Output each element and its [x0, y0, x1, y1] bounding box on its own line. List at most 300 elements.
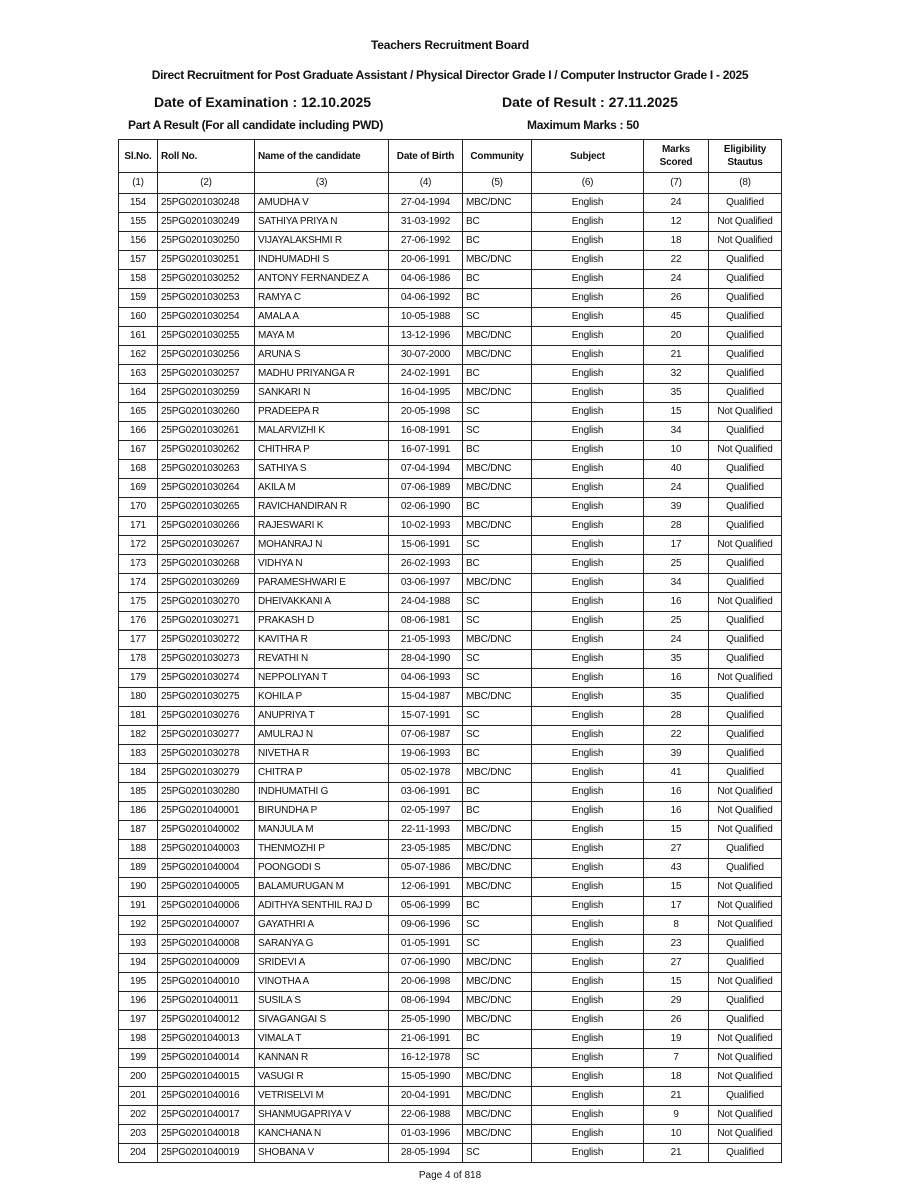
cell-marks-scored: 10: [644, 1125, 709, 1144]
cell-eligibility-status: Not Qualified: [709, 213, 782, 232]
column-header-candidate-name: [255, 140, 389, 173]
cell-candidate-name: ANUPRIYA T: [255, 707, 389, 726]
cell-marks-scored: 27: [644, 840, 709, 859]
column-header-text: Community: [470, 150, 524, 162]
cell-community: MBC/DNC: [463, 859, 532, 878]
cell-eligibility-status: Qualified: [709, 726, 782, 745]
cell-sl-no: 202: [119, 1106, 158, 1125]
cell-eligibility-status: Not Qualified: [709, 783, 782, 802]
cell-community: MBC/DNC: [463, 574, 532, 593]
cell-marks-scored: 32: [644, 365, 709, 384]
cell-roll-no: 25PG0201030260: [158, 403, 255, 422]
column-header-text: Roll No.: [161, 150, 198, 162]
cell-roll-no: 25PG0201040002: [158, 821, 255, 840]
cell-roll-no: 25PG0201030266: [158, 517, 255, 536]
cell-eligibility-status: Not Qualified: [709, 878, 782, 897]
cell-eligibility-status: Qualified: [709, 365, 782, 384]
table-row: [119, 251, 782, 270]
maximum-marks: Maximum Marks : 50: [527, 118, 639, 132]
cell-community: SC: [463, 916, 532, 935]
cell-sl-no: 165: [119, 403, 158, 422]
cell-roll-no: 25PG0201030252: [158, 270, 255, 289]
table-row: [119, 935, 782, 954]
table-row: [119, 498, 782, 517]
cell-marks-scored: 23: [644, 935, 709, 954]
cell-marks-scored: 10: [644, 441, 709, 460]
cell-candidate-name: VIMALA T: [255, 1030, 389, 1049]
cell-date-of-birth: 15-05-1990: [389, 1068, 463, 1087]
cell-candidate-name: SHANMUGAPRIYA V: [255, 1106, 389, 1125]
cell-sl-no: 204: [119, 1144, 158, 1163]
column-header-eligibility-status: [709, 140, 782, 173]
cell-sl-no: 185: [119, 783, 158, 802]
cell-candidate-name: AMALA A: [255, 308, 389, 327]
table-row: [119, 992, 782, 1011]
table-row: [119, 460, 782, 479]
table-row: [119, 1030, 782, 1049]
cell-roll-no: 25PG0201030279: [158, 764, 255, 783]
cell-community: BC: [463, 213, 532, 232]
table-row: [119, 878, 782, 897]
cell-roll-no: 25PG0201030267: [158, 536, 255, 555]
cell-eligibility-status: Qualified: [709, 1011, 782, 1030]
cell-date-of-birth: 26-02-1993: [389, 555, 463, 574]
table-row: [119, 688, 782, 707]
cell-date-of-birth: 04-06-1993: [389, 669, 463, 688]
table-row: [119, 1068, 782, 1087]
cell-subject: English: [532, 346, 644, 365]
cell-candidate-name: PARAMESHWARI E: [255, 574, 389, 593]
cell-sl-no: 193: [119, 935, 158, 954]
cell-candidate-name: DHEIVAKKANI A: [255, 593, 389, 612]
table-row: [119, 1106, 782, 1125]
cell-subject: English: [532, 270, 644, 289]
cell-roll-no: 25PG0201030265: [158, 498, 255, 517]
cell-candidate-name: MANJULA M: [255, 821, 389, 840]
cell-date-of-birth: 22-06-1988: [389, 1106, 463, 1125]
cell-date-of-birth: 07-06-1989: [389, 479, 463, 498]
recruitment-title: Direct Recruitment for Post Graduate Assistant / Physical Director Grade I / Computer Instructor Grade I - 2025: [151, 68, 749, 82]
cell-date-of-birth: 08-06-1981: [389, 612, 463, 631]
cell-roll-no: 25PG0201030251: [158, 251, 255, 270]
cell-subject: English: [532, 327, 644, 346]
cell-subject: English: [532, 802, 644, 821]
cell-eligibility-status: Qualified: [709, 1087, 782, 1106]
cell-roll-no: 25PG0201040006: [158, 897, 255, 916]
cell-candidate-name: KOHILA P: [255, 688, 389, 707]
cell-date-of-birth: 20-06-1991: [389, 251, 463, 270]
cell-roll-no: 25PG0201040004: [158, 859, 255, 878]
table-row: [119, 783, 782, 802]
table-row: [119, 840, 782, 859]
cell-subject: English: [532, 403, 644, 422]
cell-subject: English: [532, 897, 644, 916]
cell-roll-no: 25PG0201040015: [158, 1068, 255, 1087]
cell-candidate-name: ANTONY FERNANDEZ A: [255, 270, 389, 289]
cell-eligibility-status: Not Qualified: [709, 916, 782, 935]
table-row: [119, 593, 782, 612]
cell-sl-no: 158: [119, 270, 158, 289]
cell-community: MBC/DNC: [463, 631, 532, 650]
cell-eligibility-status: Qualified: [709, 308, 782, 327]
cell-date-of-birth: 27-06-1992: [389, 232, 463, 251]
cell-subject: English: [532, 916, 644, 935]
cell-sl-no: 177: [119, 631, 158, 650]
cell-sl-no: 168: [119, 460, 158, 479]
cell-marks-scored: 16: [644, 669, 709, 688]
cell-sl-no: 170: [119, 498, 158, 517]
column-header-date-of-birth: [389, 140, 463, 173]
cell-eligibility-status: Qualified: [709, 954, 782, 973]
table-row: [119, 574, 782, 593]
cell-sl-no: 167: [119, 441, 158, 460]
cell-candidate-name: VASUGI R: [255, 1068, 389, 1087]
cell-date-of-birth: 25-05-1990: [389, 1011, 463, 1030]
cell-candidate-name: VIJAYALAKSHMI R: [255, 232, 389, 251]
column-header-text: Subject: [570, 150, 605, 162]
cell-community: BC: [463, 365, 532, 384]
cell-date-of-birth: 07-06-1987: [389, 726, 463, 745]
cell-eligibility-status: Qualified: [709, 479, 782, 498]
examination-date: Date of Examination : 12.10.2025: [154, 94, 372, 110]
cell-roll-no: 25PG0201040018: [158, 1125, 255, 1144]
cell-candidate-name: NEPPOLIYAN T: [255, 669, 389, 688]
cell-subject: English: [532, 365, 644, 384]
cell-marks-scored: 25: [644, 612, 709, 631]
cell-eligibility-status: Not Qualified: [709, 1068, 782, 1087]
cell-eligibility-status: Qualified: [709, 346, 782, 365]
cell-subject: English: [532, 726, 644, 745]
cell-candidate-name: AMUDHA V: [255, 194, 389, 213]
cell-candidate-name: POONGODI S: [255, 859, 389, 878]
cell-subject: English: [532, 1125, 644, 1144]
cell-sl-no: 189: [119, 859, 158, 878]
cell-community: BC: [463, 555, 532, 574]
column-header-text: Scored: [659, 157, 693, 168]
cell-date-of-birth: 01-03-1996: [389, 1125, 463, 1144]
cell-candidate-name: RAMYA C: [255, 289, 389, 308]
cell-marks-scored: 17: [644, 897, 709, 916]
cell-candidate-name: ARUNA S: [255, 346, 389, 365]
table-row: [119, 631, 782, 650]
cell-date-of-birth: 21-05-1993: [389, 631, 463, 650]
cell-marks-scored: 21: [644, 1144, 709, 1163]
cell-roll-no: 25PG0201040009: [158, 954, 255, 973]
cell-date-of-birth: 07-04-1994: [389, 460, 463, 479]
cell-subject: English: [532, 669, 644, 688]
cell-marks-scored: 43: [644, 859, 709, 878]
cell-candidate-name: RAJESWARI K: [255, 517, 389, 536]
cell-marks-scored: 22: [644, 251, 709, 270]
table-row: [119, 1125, 782, 1144]
cell-subject: English: [532, 441, 644, 460]
cell-community: SC: [463, 650, 532, 669]
column-header-text: Sl.No.: [124, 150, 152, 162]
cell-date-of-birth: 24-02-1991: [389, 365, 463, 384]
cell-marks-scored: 17: [644, 536, 709, 555]
table-row: [119, 327, 782, 346]
cell-candidate-name: ADITHYA SENTHIL RAJ D: [255, 897, 389, 916]
cell-marks-scored: 34: [644, 574, 709, 593]
cell-community: MBC/DNC: [463, 688, 532, 707]
cell-date-of-birth: 12-06-1991: [389, 878, 463, 897]
cell-sl-no: 176: [119, 612, 158, 631]
column-header-text: Eligibility: [723, 144, 767, 155]
cell-sl-no: 155: [119, 213, 158, 232]
cell-candidate-name: SHOBANA V: [255, 1144, 389, 1163]
cell-candidate-name: AKILA M: [255, 479, 389, 498]
cell-roll-no: 25PG0201040013: [158, 1030, 255, 1049]
cell-sl-no: 161: [119, 327, 158, 346]
cell-marks-scored: 21: [644, 346, 709, 365]
cell-candidate-name: KANNAN R: [255, 1049, 389, 1068]
cell-sl-no: 181: [119, 707, 158, 726]
cell-roll-no: 25PG0201030259: [158, 384, 255, 403]
cell-candidate-name: MAYA M: [255, 327, 389, 346]
cell-marks-scored: 22: [644, 726, 709, 745]
cell-roll-no: 25PG0201040007: [158, 916, 255, 935]
cell-sl-no: 203: [119, 1125, 158, 1144]
cell-date-of-birth: 15-07-1991: [389, 707, 463, 726]
cell-sl-no: 162: [119, 346, 158, 365]
table-row: [119, 821, 782, 840]
cell-subject: English: [532, 289, 644, 308]
cell-candidate-name: CHITHRA P: [255, 441, 389, 460]
table-row: [119, 479, 782, 498]
cell-date-of-birth: 27-04-1994: [389, 194, 463, 213]
cell-candidate-name: RAVICHANDIRAN R: [255, 498, 389, 517]
cell-marks-scored: 16: [644, 783, 709, 802]
cell-sl-no: 188: [119, 840, 158, 859]
cell-subject: English: [532, 574, 644, 593]
cell-marks-scored: 28: [644, 517, 709, 536]
cell-date-of-birth: 02-06-1990: [389, 498, 463, 517]
cell-eligibility-status: Qualified: [709, 555, 782, 574]
cell-subject: English: [532, 1011, 644, 1030]
cell-marks-scored: 21: [644, 1087, 709, 1106]
cell-marks-scored: 24: [644, 194, 709, 213]
cell-sl-no: 159: [119, 289, 158, 308]
cell-candidate-name: SUSILA S: [255, 992, 389, 1011]
cell-marks-scored: 34: [644, 422, 709, 441]
cell-marks-scored: 27: [644, 954, 709, 973]
cell-subject: English: [532, 840, 644, 859]
cell-community: BC: [463, 270, 532, 289]
cell-marks-scored: 20: [644, 327, 709, 346]
cell-roll-no: 25PG0201040012: [158, 1011, 255, 1030]
cell-date-of-birth: 16-12-1978: [389, 1049, 463, 1068]
cell-roll-no: 25PG0201040003: [158, 840, 255, 859]
cell-sl-no: 180: [119, 688, 158, 707]
cell-roll-no: 25PG0201030268: [158, 555, 255, 574]
cell-sl-no: 186: [119, 802, 158, 821]
cell-date-of-birth: 15-04-1987: [389, 688, 463, 707]
cell-marks-scored: 39: [644, 745, 709, 764]
cell-marks-scored: 15: [644, 973, 709, 992]
cell-date-of-birth: 16-08-1991: [389, 422, 463, 441]
cell-marks-scored: 8: [644, 916, 709, 935]
cell-eligibility-status: Not Qualified: [709, 1030, 782, 1049]
cell-eligibility-status: Qualified: [709, 631, 782, 650]
cell-date-of-birth: 04-06-1986: [389, 270, 463, 289]
cell-subject: English: [532, 612, 644, 631]
cell-roll-no: 25PG0201040011: [158, 992, 255, 1011]
column-number-eligibility-status: (8): [709, 173, 782, 194]
cell-date-of-birth: 16-04-1995: [389, 384, 463, 403]
cell-candidate-name: KANCHANA N: [255, 1125, 389, 1144]
cell-community: BC: [463, 783, 532, 802]
cell-eligibility-status: Qualified: [709, 327, 782, 346]
cell-sl-no: 191: [119, 897, 158, 916]
cell-subject: English: [532, 954, 644, 973]
cell-marks-scored: 35: [644, 384, 709, 403]
cell-community: SC: [463, 403, 532, 422]
column-number-subject: (6): [532, 173, 644, 194]
cell-community: MBC/DNC: [463, 1011, 532, 1030]
cell-marks-scored: 24: [644, 631, 709, 650]
cell-candidate-name: MOHANRAJ N: [255, 536, 389, 555]
table-row: [119, 726, 782, 745]
cell-eligibility-status: Qualified: [709, 498, 782, 517]
cell-community: SC: [463, 707, 532, 726]
cell-eligibility-status: Not Qualified: [709, 232, 782, 251]
table-row: [119, 536, 782, 555]
cell-sl-no: 190: [119, 878, 158, 897]
cell-marks-scored: 7: [644, 1049, 709, 1068]
cell-candidate-name: NIVETHA R: [255, 745, 389, 764]
column-header-community: [463, 140, 532, 173]
cell-marks-scored: 35: [644, 650, 709, 669]
cell-roll-no: 25PG0201030275: [158, 688, 255, 707]
cell-date-of-birth: 21-06-1991: [389, 1030, 463, 1049]
cell-date-of-birth: 30-07-2000: [389, 346, 463, 365]
cell-eligibility-status: Not Qualified: [709, 1106, 782, 1125]
cell-date-of-birth: 15-06-1991: [389, 536, 463, 555]
cell-community: BC: [463, 897, 532, 916]
cell-candidate-name: THENMOZHI P: [255, 840, 389, 859]
cell-subject: English: [532, 859, 644, 878]
table-row: [119, 289, 782, 308]
table-row: [119, 308, 782, 327]
cell-date-of-birth: 05-07-1986: [389, 859, 463, 878]
cell-eligibility-status: Qualified: [709, 745, 782, 764]
cell-date-of-birth: 31-03-1992: [389, 213, 463, 232]
cell-sl-no: 175: [119, 593, 158, 612]
cell-marks-scored: 24: [644, 270, 709, 289]
cell-roll-no: 25PG0201030264: [158, 479, 255, 498]
cell-roll-no: 25PG0201030262: [158, 441, 255, 460]
cell-roll-no: 25PG0201030269: [158, 574, 255, 593]
table-row: [119, 916, 782, 935]
cell-community: SC: [463, 308, 532, 327]
cell-sl-no: 172: [119, 536, 158, 555]
column-number-candidate-name: (3): [255, 173, 389, 194]
cell-date-of-birth: 02-05-1997: [389, 802, 463, 821]
cell-candidate-name: PRADEEPA R: [255, 403, 389, 422]
column-header-row: [119, 140, 782, 173]
cell-marks-scored: 41: [644, 764, 709, 783]
cell-sl-no: 178: [119, 650, 158, 669]
cell-eligibility-status: Qualified: [709, 688, 782, 707]
column-header-subject: [532, 140, 644, 173]
cell-subject: English: [532, 536, 644, 555]
cell-roll-no: 25PG0201030280: [158, 783, 255, 802]
cell-subject: English: [532, 783, 644, 802]
cell-subject: English: [532, 460, 644, 479]
cell-date-of-birth: 09-06-1996: [389, 916, 463, 935]
cell-community: MBC/DNC: [463, 1087, 532, 1106]
cell-community: MBC/DNC: [463, 194, 532, 213]
cell-sl-no: 199: [119, 1049, 158, 1068]
cell-community: MBC/DNC: [463, 840, 532, 859]
cell-sl-no: 173: [119, 555, 158, 574]
cell-roll-no: 25PG0201030263: [158, 460, 255, 479]
cell-community: SC: [463, 593, 532, 612]
cell-community: BC: [463, 745, 532, 764]
cell-subject: English: [532, 973, 644, 992]
cell-marks-scored: 15: [644, 878, 709, 897]
column-header-text: Date of Birth: [396, 150, 455, 162]
cell-eligibility-status: Qualified: [709, 251, 782, 270]
cell-candidate-name: VIDHYA N: [255, 555, 389, 574]
result-date: Date of Result : 27.11.2025: [502, 94, 678, 110]
cell-subject: English: [532, 422, 644, 441]
cell-community: MBC/DNC: [463, 1125, 532, 1144]
cell-candidate-name: SANKARI N: [255, 384, 389, 403]
cell-roll-no: 25PG0201030276: [158, 707, 255, 726]
cell-marks-scored: 9: [644, 1106, 709, 1125]
cell-eligibility-status: Not Qualified: [709, 441, 782, 460]
cell-sl-no: 174: [119, 574, 158, 593]
table-row: [119, 859, 782, 878]
cell-candidate-name: GAYATHRI A: [255, 916, 389, 935]
cell-sl-no: 201: [119, 1087, 158, 1106]
cell-roll-no: 25PG0201030250: [158, 232, 255, 251]
cell-subject: English: [532, 878, 644, 897]
cell-roll-no: 25PG0201030278: [158, 745, 255, 764]
cell-sl-no: 200: [119, 1068, 158, 1087]
cell-eligibility-status: Qualified: [709, 270, 782, 289]
cell-eligibility-status: Qualified: [709, 194, 782, 213]
cell-community: MBC/DNC: [463, 1068, 532, 1087]
column-header-marks-scored: [644, 140, 709, 173]
cell-subject: English: [532, 707, 644, 726]
cell-sl-no: 171: [119, 517, 158, 536]
cell-roll-no: 25PG0201030273: [158, 650, 255, 669]
cell-community: MBC/DNC: [463, 460, 532, 479]
cell-date-of-birth: 10-05-1988: [389, 308, 463, 327]
cell-community: SC: [463, 1144, 532, 1163]
cell-community: MBC/DNC: [463, 821, 532, 840]
cell-date-of-birth: 28-05-1994: [389, 1144, 463, 1163]
cell-subject: English: [532, 821, 644, 840]
column-header-text: Stautus: [727, 157, 763, 168]
column-number-community: (5): [463, 173, 532, 194]
cell-candidate-name: BALAMURUGAN M: [255, 878, 389, 897]
table-row: [119, 365, 782, 384]
column-number-sl-no: (1): [119, 173, 158, 194]
cell-eligibility-status: Qualified: [709, 460, 782, 479]
cell-roll-no: 25PG0201040010: [158, 973, 255, 992]
cell-subject: English: [532, 1087, 644, 1106]
cell-sl-no: 187: [119, 821, 158, 840]
column-number-marks-scored: (7): [644, 173, 709, 194]
cell-sl-no: 157: [119, 251, 158, 270]
cell-marks-scored: 24: [644, 479, 709, 498]
cell-candidate-name: MADHU PRIYANGA R: [255, 365, 389, 384]
result-table: [118, 139, 782, 1163]
cell-sl-no: 163: [119, 365, 158, 384]
